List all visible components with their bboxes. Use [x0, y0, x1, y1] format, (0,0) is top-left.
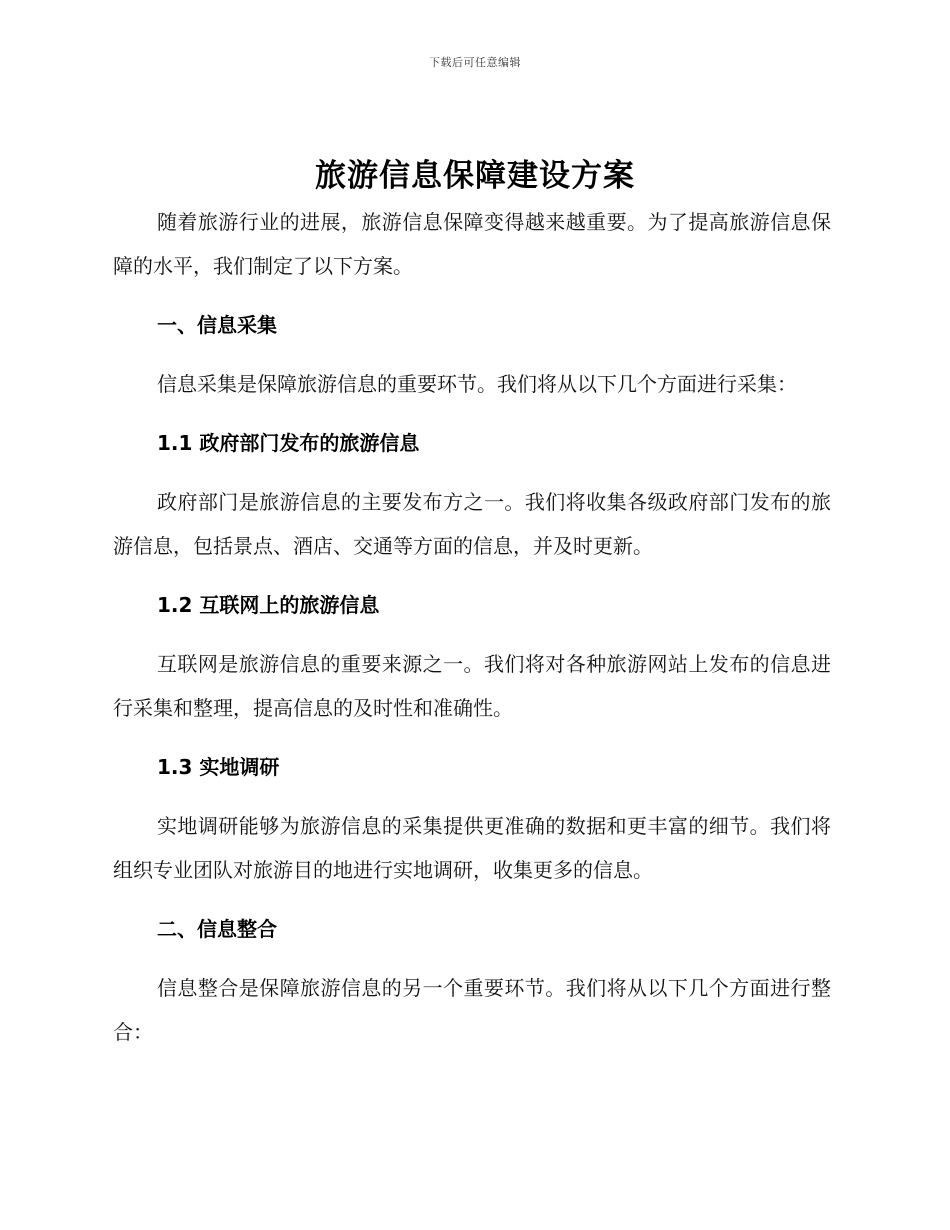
intro-paragraph: 随着旅游行业的进展，旅游信息保障变得越来越重要。为了提高旅游信息保障的水平，我们制定了以下方案。: [113, 210, 831, 278]
internet-paragraph: 互联网是旅游信息的重要来源之一。我们将对各种旅游网站上发布的信息进行采集和整理，提高信息的及时性和准确性。: [113, 652, 831, 720]
info-integration-paragraph: 信息整合是保障旅游信息的另一个重要环节。我们将从以下几个方面进行整合：: [113, 976, 831, 1044]
section-heading-info-collection: 一、信息采集: [157, 313, 277, 337]
header-note: 下载后可任意编辑: [429, 56, 521, 69]
info-collection-paragraph: 信息采集是保障旅游信息的重要环节。我们将从以下几个方面进行采集：: [157, 372, 797, 396]
subsection-heading-government: 1.1 政府部门发布的旅游信息: [157, 431, 420, 455]
subsection-heading-internet: 1.2 互联网上的旅游信息: [157, 593, 380, 617]
government-paragraph: 政府部门是旅游信息的主要发布方之一。我们将收集各级政府部门发布的旅游信息，包括景点、酒店、交通等方面的信息，并及时更新。: [113, 490, 831, 558]
field-research-paragraph: 实地调研能够为旅游信息的采集提供更准确的数据和更丰富的细节。我们将组织专业团队对旅游目的地进行实地调研，收集更多的信息。: [113, 814, 831, 882]
document-title: 旅游信息保障建设方案: [315, 158, 635, 194]
section-heading-info-integration: 二、信息整合: [157, 917, 277, 941]
subsection-heading-field-research: 1.3 实地调研: [157, 755, 280, 779]
document-body: [113, 200, 831, 1054]
